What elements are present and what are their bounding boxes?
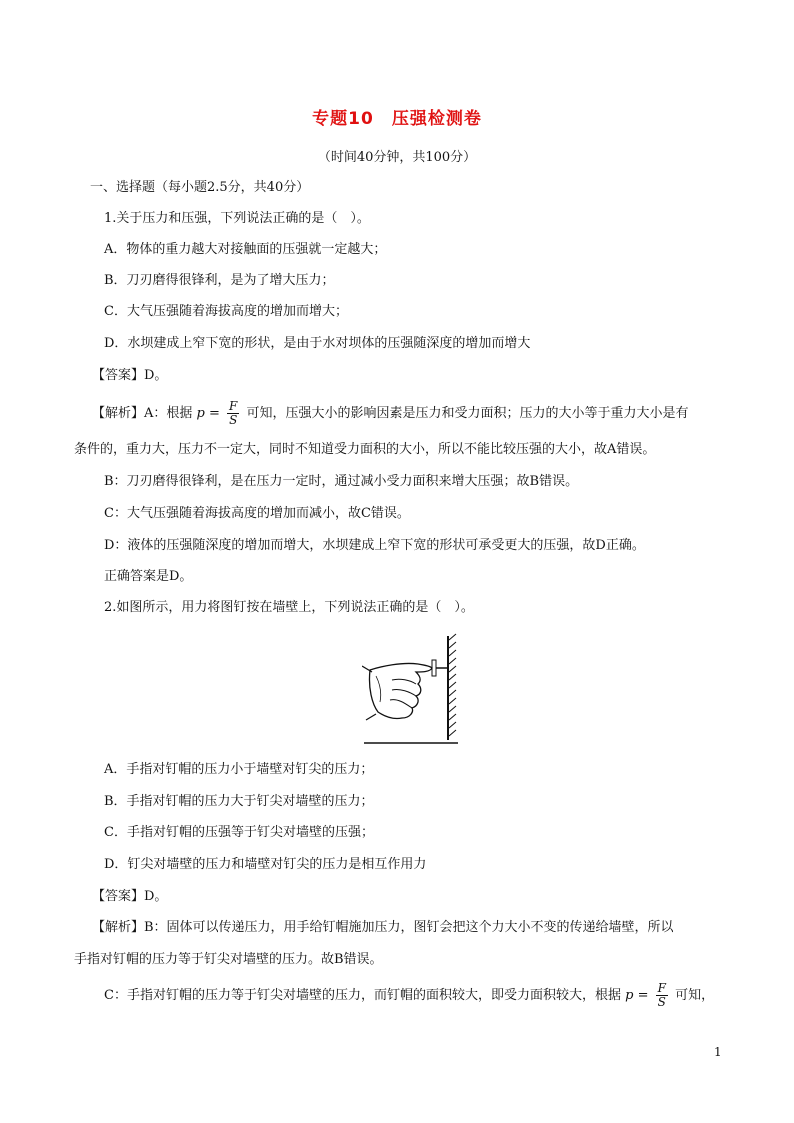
analysis-c-suffix: 可知， xyxy=(675,988,715,1003)
q2-analysis-b2: 手指对钉帽的压力等于钉尖对墙壁的压力。故B错误。 xyxy=(74,952,383,967)
formula-denominator-2: S xyxy=(657,995,666,1009)
q1-stem: 1.关于压力和压强，下列说法正确的是（ ）。 xyxy=(104,211,370,226)
q2-option-c: C．手指对钉帽的压强等于钉尖对墙壁的压强； xyxy=(104,825,374,840)
q2-option-a: A．手指对钉帽的压力小于墙壁对钉尖的压力； xyxy=(104,762,374,777)
q1-option-a: A．物体的重力越大对接触面的压强就一定越大； xyxy=(104,242,387,257)
section-heading: 一、选择题（每小题2.5分，共40分） xyxy=(90,180,310,195)
analysis-c-prefix: C：手指对钉帽的压力等于钉尖对墙壁的压力，而钉帽的面积较大，即受力面积较大，根据 xyxy=(104,988,621,1003)
formula-equals-2: = xyxy=(637,988,649,1003)
q1-analysis-a xyxy=(92,400,689,427)
formula-p-2: p xyxy=(625,988,634,1003)
q1-option-d: D．水坝建成上窄下宽的形状，是由于水对坝体的压强随深度的增加而增大 xyxy=(104,336,531,351)
q2-analysis-c xyxy=(104,982,714,1009)
q1-option-c: C．大气压强随着海拔高度的增加而增大； xyxy=(104,304,348,319)
q1-analysis-d: D：液体的压强随深度的增加而增大，水坝建成上窄下宽的形状可承受更大的压强，故D正确。 xyxy=(104,538,645,553)
q2-option-d: D．钉尖对墙壁的压力和墙壁对钉尖的压力是相互作用力 xyxy=(104,857,427,872)
formula-p: p xyxy=(196,406,205,421)
page-title: 专题10 压强检测卷 xyxy=(312,109,482,129)
q1-option-b: B．刀刃磨得很锋利，是为了增大压力； xyxy=(104,273,335,288)
formula-numerator-2: F xyxy=(657,981,666,995)
analysis-a-suffix: 可知，压强大小的影响因素是压力和受力面积；压力的大小等于重力大小是有 xyxy=(246,406,689,421)
q1-analysis-c: C：大气压强随着海拔高度的增加而减小，故C错误。 xyxy=(104,506,410,521)
page-number: 1 xyxy=(714,1045,722,1059)
formula-fraction-2 xyxy=(656,982,668,1009)
formula-equals: = xyxy=(209,406,220,421)
q2-option-b: B．手指对钉帽的压力大于钉尖对墙壁的压力； xyxy=(104,794,374,809)
q2-analysis-b1: 【解析】B：固体可以传递压力，用手给钉帽施加压力，图钉会把这个力大小不变的传递给墙壁，所以 xyxy=(92,920,674,935)
analysis-a-prefix: 【解析】A：根据 xyxy=(92,406,193,421)
q2-answer: 【答案】D。 xyxy=(92,889,168,904)
hand-pressing-thumbtack-illustration xyxy=(362,632,462,748)
q1-answer: 【答案】D。 xyxy=(92,368,168,383)
formula-fraction xyxy=(227,400,239,427)
formula-numerator: F xyxy=(229,399,238,413)
thumbtack-figure xyxy=(362,632,462,748)
q2-stem: 2.如图所示，用力将图钉按在墙壁上，下列说法正确的是（ ）。 xyxy=(104,600,474,615)
q1-analysis-b: B：刀刃磨得很锋利，是在压力一定时，通过减小受力面积来增大压强；故B错误。 xyxy=(104,474,579,489)
page-subtitle: （时间40分钟，共100分） xyxy=(317,150,477,165)
q1-analysis-a-cont: 条件的，重力大，压力不一定大，同时不知道受力面积的大小，所以不能比较压强的大小，故A错误。 xyxy=(74,442,656,457)
q1-conclusion: 正确答案是D。 xyxy=(104,569,193,584)
formula-denominator: S xyxy=(229,413,238,427)
